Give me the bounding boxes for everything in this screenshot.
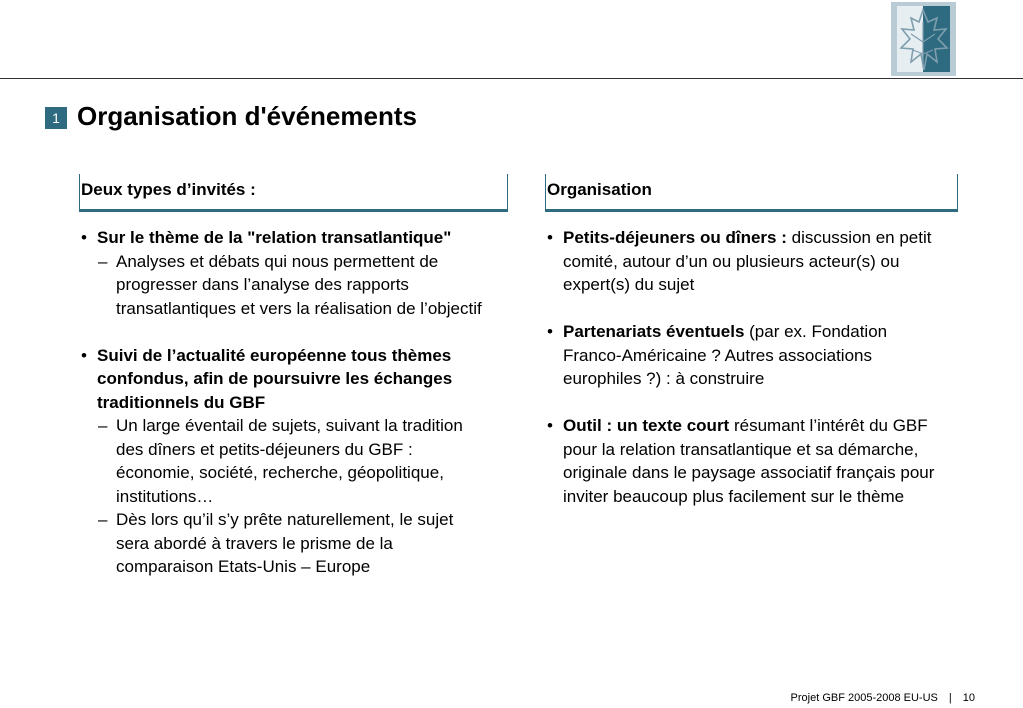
list-item bbox=[79, 226, 519, 250]
list-item bbox=[545, 320, 950, 391]
bullet-icon: • bbox=[81, 345, 87, 365]
right-column-header bbox=[545, 174, 958, 212]
bullet-icon: • bbox=[547, 322, 553, 341]
logo bbox=[891, 2, 956, 76]
dash-icon: – bbox=[98, 416, 108, 435]
footer-project: Projet GBF 2005-2008 EU-US bbox=[790, 692, 938, 704]
bullet-icon: • bbox=[547, 416, 553, 435]
list-item bbox=[545, 414, 950, 508]
page-number: 10 bbox=[962, 692, 975, 704]
item-text: (par ex. Fondation Franco-Américaine ? Autres associations europhiles ?) : à construire bbox=[563, 322, 888, 388]
footer bbox=[791, 692, 975, 704]
sub-item-text: Analyses et débats qui nous permettent de progresser dans l’analyse des rapports transatlantiques et vers la réalisation de l’objectif bbox=[116, 251, 482, 318]
left-column-body bbox=[79, 226, 519, 579]
list-item bbox=[545, 226, 950, 297]
left-column-header bbox=[79, 174, 508, 212]
sub-list-item bbox=[79, 414, 493, 508]
footer-separator: | bbox=[948, 692, 952, 704]
header-divider bbox=[0, 78, 1023, 79]
item-heading: Outil : un texte court bbox=[563, 416, 730, 435]
item-text: résumant l’intérêt du GBF pour la relation transatlantique et sa démarche, originale dans le paysage associatif français pour inviter beaucoup plus facilement sur le thème bbox=[563, 416, 935, 506]
right-column-heading: Organisation bbox=[547, 180, 652, 199]
dash-icon: – bbox=[98, 510, 108, 529]
list-item bbox=[79, 344, 509, 415]
left-column-heading: Deux types d’invités : bbox=[81, 180, 256, 199]
sub-list-item bbox=[79, 508, 491, 579]
dash-icon: – bbox=[98, 251, 108, 271]
item-heading: Suivi de l’actualité européenne tous thèmes confondus, afin de poursuivre les échanges traditionnels du GBF bbox=[97, 345, 453, 412]
sub-item-text: Dès lors qu’il s’y prête naturellement, le sujet sera abordé à travers le prisme de la comparaison Etats-Unis – Europe bbox=[116, 510, 454, 576]
right-column-body bbox=[545, 226, 950, 508]
maple-leaf-icon bbox=[891, 2, 956, 76]
item-heading: Partenariats éventuels bbox=[563, 322, 745, 341]
sub-list-item bbox=[79, 250, 519, 321]
bullet-icon: • bbox=[81, 228, 87, 247]
bullet-icon: • bbox=[547, 228, 553, 247]
section-number-badge: 1 bbox=[45, 107, 67, 129]
item-text: discussion en petit comité, autour d’un ou plusieurs acteur(s) ou expert(s) du sujet bbox=[563, 228, 932, 294]
item-heading: Sur le thème de la "relation transatlantique" bbox=[97, 228, 452, 247]
sub-item-text: Un large éventail de sujets, suivant la tradition des dîners et petits-déjeuners du GBF : économie, société, recherche, géopolitique, institutions… bbox=[116, 416, 463, 506]
item-heading: Petits-déjeuners ou dîners : bbox=[563, 228, 787, 247]
page-title: Organisation d'événements bbox=[77, 101, 417, 131]
